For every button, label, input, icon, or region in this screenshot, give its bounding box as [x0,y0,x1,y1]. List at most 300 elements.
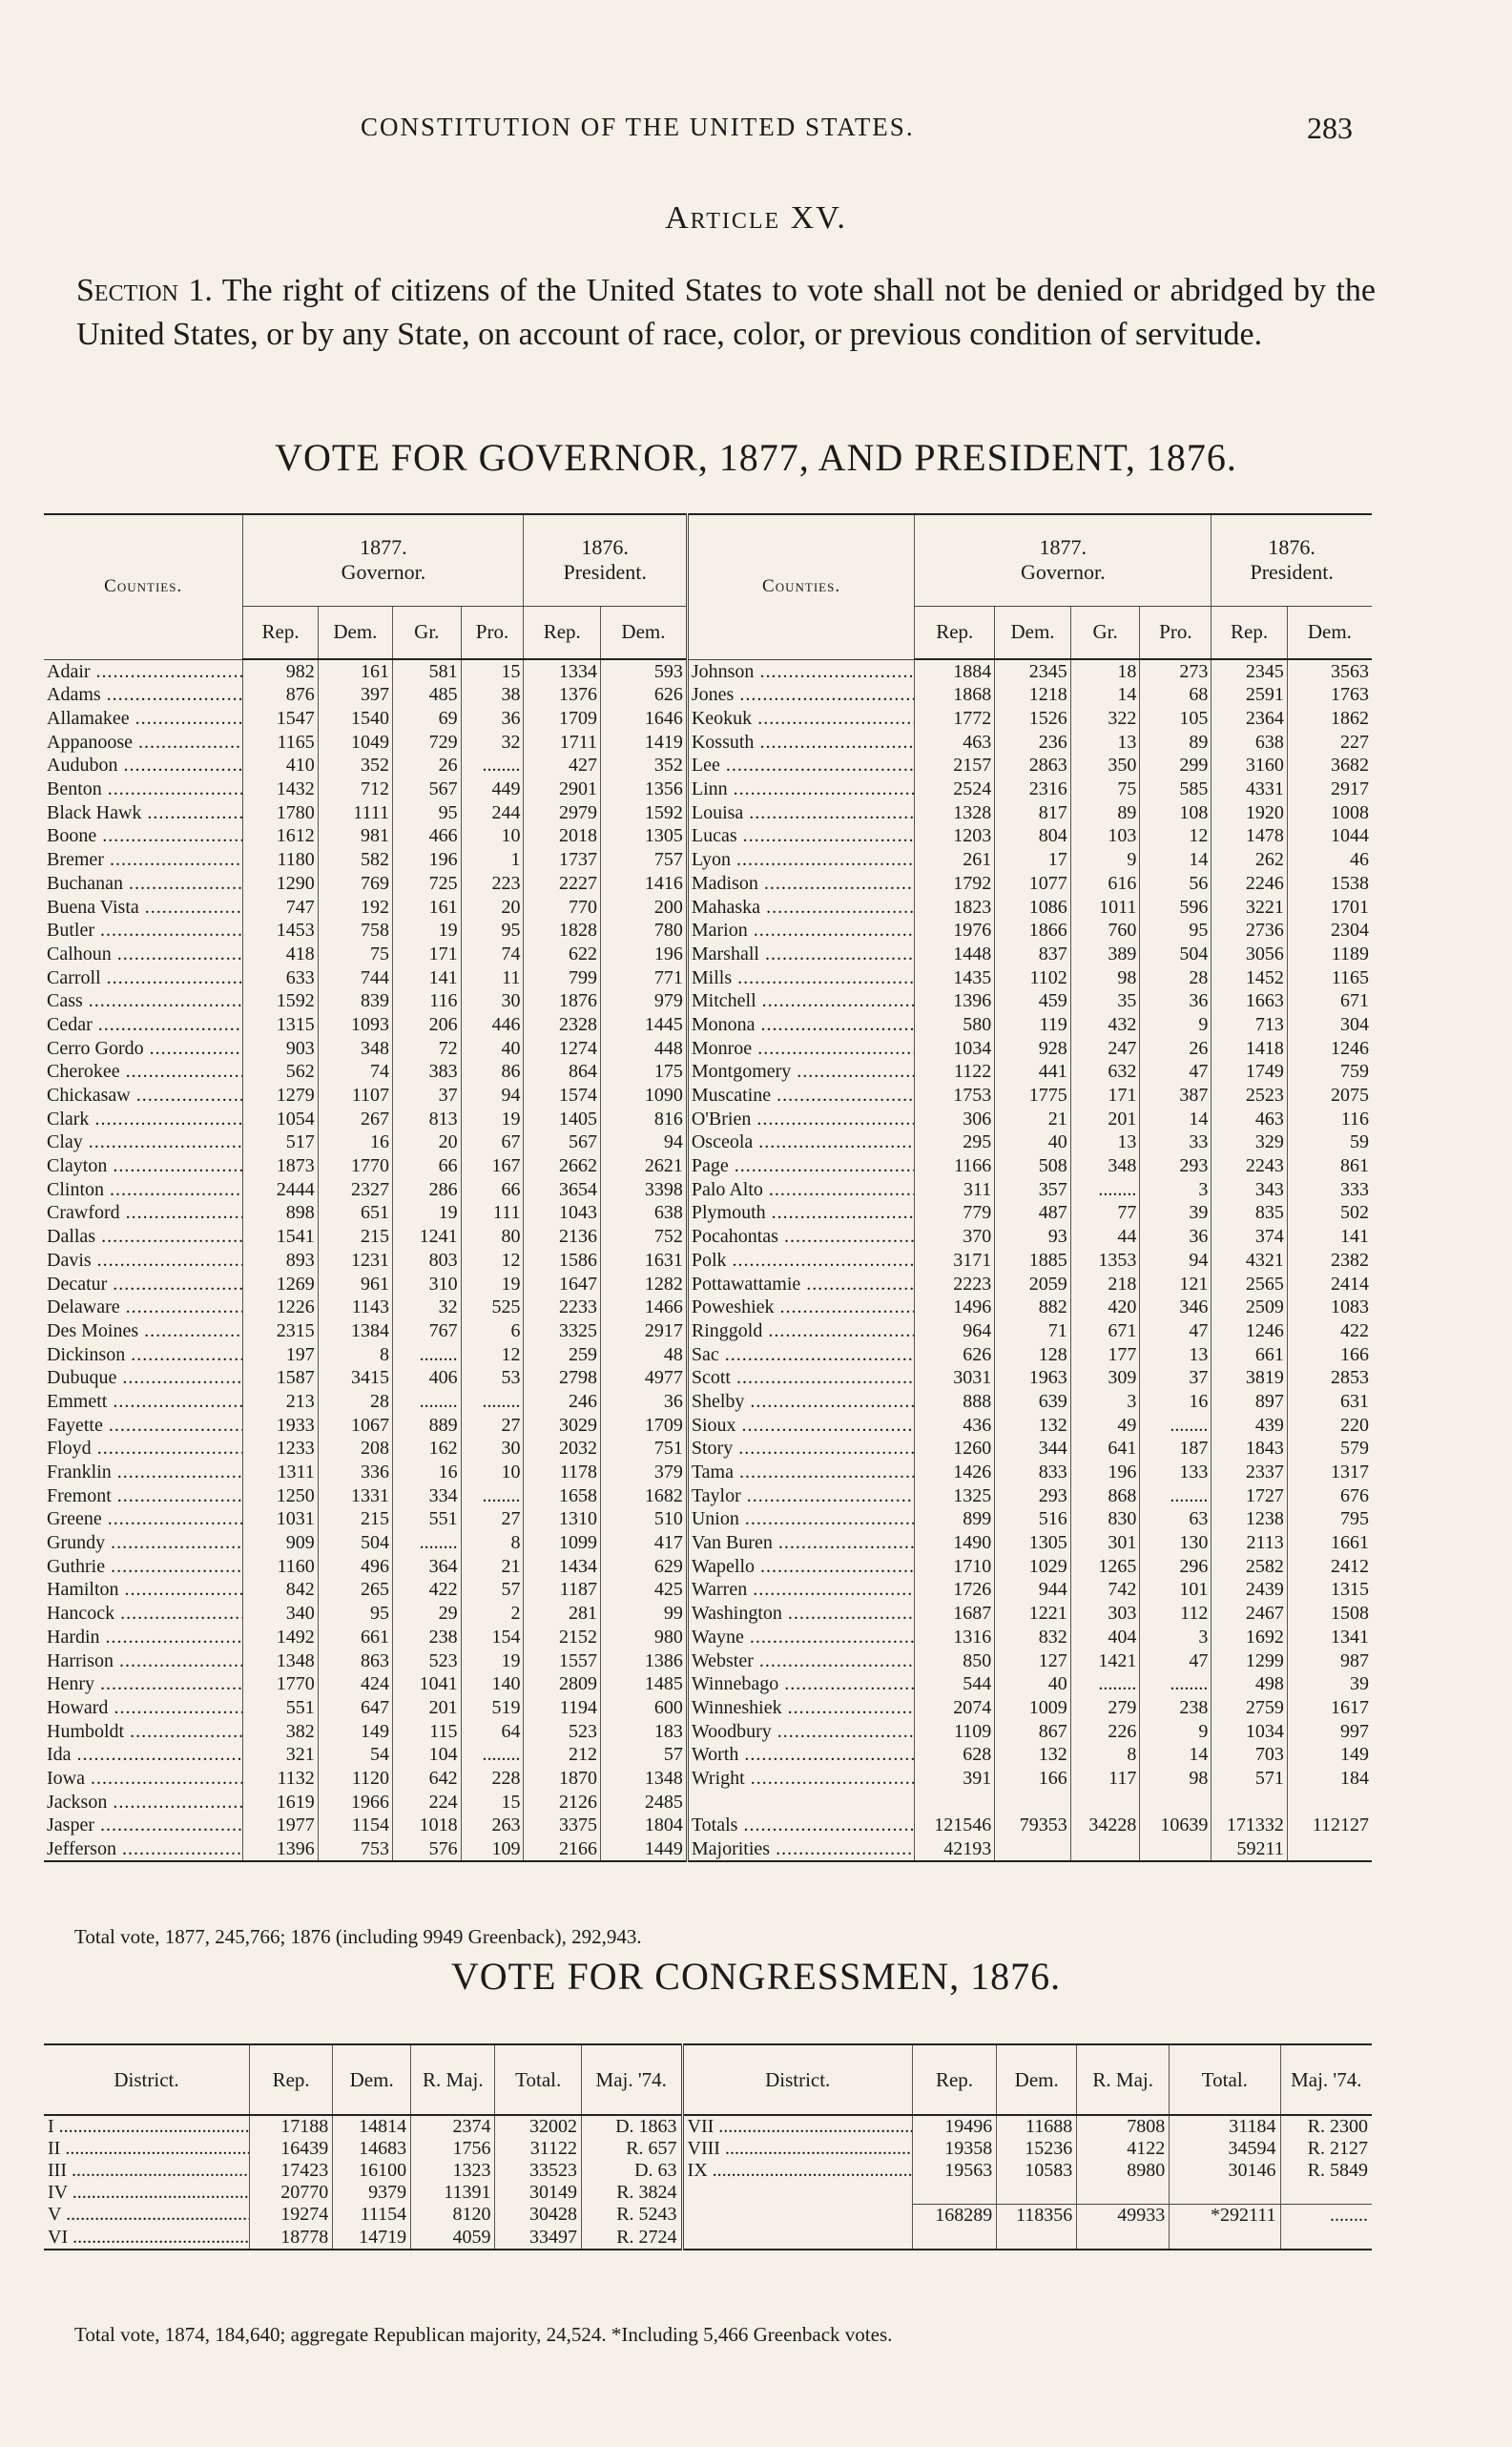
cell-value: 551 [243,1696,318,1720]
cell-value: 295 [915,1130,995,1154]
cell-value: 301 [1070,1531,1140,1555]
row-label [687,1602,914,1626]
governor-group-year-right: 1877. [1039,535,1087,560]
table-row [44,1790,1372,1814]
cell-value: 2328 [524,1013,601,1037]
cell-value: 116 [1287,1107,1372,1130]
cell-value: 343 [1212,1177,1287,1201]
cell-value: 2523 [1212,1084,1287,1108]
cell-value: 127 [995,1649,1070,1672]
cell-value: 334 [393,1483,462,1507]
cell-value: 12 [461,1342,524,1366]
table-row [44,1602,1372,1626]
cell-value: 2345 [1212,659,1287,683]
cell-value: 725 [393,872,462,896]
row-label [687,1507,914,1531]
cell-value: 111 [461,1201,524,1225]
cell-value: ........ [393,1531,462,1555]
row-label-text: Union ..... [692,1508,915,1529]
cell-value: 1884 [915,659,995,683]
cell-value: 32 [461,730,524,754]
row-label [687,1342,914,1366]
counties-header-right: Counties. [687,514,914,659]
cell-value: 1034 [915,1036,995,1060]
cell-value: 66 [393,1154,462,1178]
cell-value: 446 [461,1013,524,1037]
cell-value: 352 [601,754,688,778]
row-label [687,1531,914,1555]
cell-value: 33 [1140,1130,1212,1154]
cell-value: 112127 [1287,1814,1372,1837]
cell-value [997,2182,1077,2204]
table-row [44,683,1372,707]
cell-value: 1 [461,848,524,872]
cell-value: 30 [461,1437,524,1461]
cell-value: 391 [915,1767,995,1791]
row-label-text: Buchanan ..... [47,873,243,894]
cell-value: 1049 [318,730,392,754]
cell-value: 167 [461,1154,524,1178]
cell-value: 485 [393,683,462,707]
cell-value: ........ [461,754,524,778]
col-cong-total: Total. [495,2044,582,2115]
cell-value: 208 [318,1437,392,1461]
cell-value: 57 [601,1743,688,1767]
cell-value: 1132 [243,1767,318,1791]
row-label-text: Hardin ..... [47,1627,243,1648]
row-label [687,1626,914,1649]
cell-value: 79353 [995,1814,1070,1837]
cell-value: 622 [524,943,601,966]
cell-value: 103 [1070,824,1140,848]
row-label-text: Marion ..... [692,920,915,941]
cell-value: 628 [915,1743,995,1767]
cell-value: 1067 [318,1413,392,1437]
cell-value: 1194 [524,1696,601,1720]
governor-group-label: Governor. [341,560,426,585]
row-label [44,707,243,731]
cell-value: 224 [393,1790,462,1814]
cell-value: 161 [318,659,392,683]
row-label [44,1649,243,1672]
cell-value: 1310 [524,1507,601,1531]
row-label-text: Louisa ..... [692,802,915,823]
row-label [44,2160,249,2182]
cell-value: 1753 [915,1084,995,1108]
cell-value: 780 [601,919,688,943]
row-label [687,1154,914,1178]
cell-value: 104 [393,1743,462,1767]
cell-value: 192 [318,895,392,919]
cell-value: 115 [393,1719,462,1743]
cell-value: 888 [915,1390,995,1414]
cell-value: 1008 [1287,800,1372,824]
cell-value: 760 [1070,919,1140,943]
cell-value: 3029 [524,1413,601,1437]
cell-value: 1165 [243,730,318,754]
cell-value: 758 [318,919,392,943]
cell-value: 1166 [915,1154,995,1178]
row-label-text: Benton ..... [47,778,243,799]
row-label-text: Woodbury ..... [692,1721,915,1742]
table-row [44,1366,1372,1390]
cell-value: 525 [461,1296,524,1319]
cell-value: 39 [1140,1201,1212,1225]
president-group-header [524,514,687,606]
cell-value: D. 1863 [581,2115,682,2138]
row-label [687,1814,914,1837]
cell-value: 1756 [411,2138,495,2160]
cell-value: 259 [524,1342,601,1366]
cell-value [995,1837,1070,1861]
cell-value: 141 [393,965,462,989]
cell-value: 340 [243,1602,318,1626]
cell-value: 33497 [495,2227,582,2250]
cell-value: 30149 [495,2182,582,2204]
row-label [687,1013,914,1037]
cell-value: 223 [461,872,524,896]
president-group-year-right: 1876. [1268,535,1315,560]
cell-value [997,2227,1077,2250]
cell-value: 350 [1070,754,1140,778]
cell-value: 19 [393,919,462,943]
col-cong-dem-right: Dem. [997,2044,1077,2115]
row-label-text: Kossuth ..... [692,732,915,753]
cell-value: 1180 [243,848,318,872]
governor-total-note: Total vote, 1877, 245,766; 1876 (including 9949 Greenback), 292,943. [74,1925,642,1948]
table-row [44,730,1372,754]
table-row [44,2182,1372,2204]
row-label-text: Scott ..... [692,1367,915,1388]
congress-total-note: Total vote, 1874, 184,640; aggregate Republican majority, 24,524. *Including 5,466 Greenback votes. [74,2323,893,2346]
cell-value: 633 [243,965,318,989]
row-label [44,730,243,754]
cell-value: 1178 [524,1461,601,1484]
table-row [44,778,1372,801]
row-label [44,2138,249,2160]
cell-value: 1682 [601,1483,688,1507]
cell-value: 15 [461,659,524,683]
cell-value: 8 [1070,1743,1140,1767]
cell-value: 502 [1287,1201,1372,1225]
cell-value: 1265 [1070,1554,1140,1578]
cell-value: 2227 [524,872,601,896]
row-label [687,683,914,707]
cell-value: 19 [393,1201,462,1225]
row-label [687,965,914,989]
row-label [44,1084,243,1108]
cell-value: 13 [1140,1342,1212,1366]
cell-value: 1090 [601,1084,688,1108]
cell-value: ........ [1070,1177,1140,1201]
cell-value: 2414 [1287,1272,1372,1296]
cell-value: 729 [393,730,462,754]
cell-value: 1432 [243,778,318,801]
cell-value: 449 [461,778,524,801]
row-label-text: Sac ..... [692,1344,915,1365]
col-cong-maj74-right: Maj. '74. [1280,2044,1372,2115]
cell-value: 1646 [601,707,688,731]
table-row [44,1814,1372,1837]
cell-value: 227 [1287,730,1372,754]
section-paragraph [76,269,1376,357]
cell-value [1077,2182,1170,2204]
cell-value: 1221 [995,1602,1070,1626]
table-row [44,2160,1372,2182]
cell-value: 34228 [1070,1814,1140,1837]
cell-value: 16439 [249,2138,332,2160]
cell-value: 1160 [243,1554,318,1578]
cell-value: 2736 [1212,919,1287,943]
cell-value: 1386 [601,1649,688,1672]
cell-value: 441 [995,1060,1070,1084]
cell-value: 2059 [995,1272,1070,1296]
cell-value: 2316 [995,778,1070,801]
row-label [687,1790,914,1814]
cell-value: 593 [601,659,688,683]
row-label-text: Chickasaw ..... [47,1085,243,1106]
cell-value: 98 [1070,965,1140,989]
row-label [44,1507,243,1531]
cell-value: 299 [1140,754,1212,778]
table-row [44,848,1372,872]
cell-value: 567 [524,1130,601,1154]
table-row [44,1130,1372,1154]
col-gov-rep: Rep. [243,606,318,659]
cell-value: 3056 [1212,943,1287,966]
cell-value: 1478 [1212,824,1287,848]
cell-value: 383 [393,1060,462,1084]
cell-value: 47 [1140,1319,1212,1343]
cell-value: 29 [393,1602,462,1626]
table-row [44,919,1372,943]
cell-value: 868 [1070,1483,1140,1507]
col-gov-dem: Dem. [318,606,392,659]
cell-value: 2345 [995,659,1070,683]
cell-value: 1029 [995,1554,1070,1578]
cell-value: 1540 [318,707,392,731]
row-label [44,2115,249,2138]
row-label-text: Humboldt ..... [47,1721,243,1742]
cell-value: 504 [1140,943,1212,966]
cell-value: 364 [393,1554,462,1578]
cell-value: 2979 [524,800,601,824]
cell-value: 2364 [1212,707,1287,731]
cell-value: 19563 [912,2160,996,2182]
cell-value: 1009 [995,1696,1070,1720]
row-label-text: Hamilton ..... [47,1579,243,1600]
cell-value: 2565 [1212,1272,1287,1296]
cell-value: 582 [318,848,392,872]
cell-value: 14 [1140,1107,1212,1130]
cell-value: R. 5243 [581,2204,682,2227]
cell-value: 1122 [915,1060,995,1084]
row-label-text: Dickinson ..... [47,1344,243,1365]
cell-value: 1804 [601,1814,688,1837]
president-group-label-right: President. [1250,560,1334,585]
row-label-text: Montgomery ..... [692,1061,915,1082]
cell-value: 20 [461,895,524,919]
cell-value: 10 [461,824,524,848]
row-label-text: Wayne ..... [692,1627,915,1648]
cell-value: 1034 [1212,1719,1287,1743]
cell-value: 713 [1212,1013,1287,1037]
cell-value: 197 [243,1342,318,1366]
row-label [687,1201,914,1225]
cell-value: 1619 [243,1790,318,1814]
cell-value: 304 [1287,1013,1372,1037]
row-label-text: Totals ..... [692,1815,915,1835]
row-label [44,683,243,707]
row-label [44,1790,243,1814]
row-label-text: VI ..... [48,2227,249,2248]
row-label-text: Pocahontas ..... [692,1226,915,1247]
row-label-text: Jackson ..... [47,1792,243,1813]
cell-value: 1154 [318,1814,392,1837]
cell-value: 427 [524,754,601,778]
row-label-text: Winneshiek ..... [692,1697,915,1718]
cell-value: 1658 [524,1483,601,1507]
cell-value: 171 [1070,1084,1140,1108]
cell-value: 11391 [411,2182,495,2204]
cell-value: 1592 [243,989,318,1013]
row-label-text: Harrison ..... [47,1650,243,1671]
row-label-text: Dallas ..... [47,1226,243,1247]
cell-value: 1011 [1070,895,1140,919]
cell-value: 21 [995,1107,1070,1130]
cell-value: 510 [601,1507,688,1531]
cell-value: 293 [1140,1154,1212,1178]
cell-value: 17 [995,848,1070,872]
cell-value: 226 [1070,1719,1140,1743]
cell-value: 979 [601,989,688,1013]
cell-value: 93 [995,1225,1070,1249]
cell-value: 987 [1287,1649,1372,1672]
cell-value: 1331 [318,1483,392,1507]
row-label-text: VIII ..... [688,2138,913,2159]
cell-value: 744 [318,965,392,989]
governor-table-heading: VOTE FOR GOVERNOR, 1877, AND PRESIDENT, 1876. [275,436,1237,479]
cell-value: 759 [1287,1060,1372,1084]
col-pres-rep: Rep. [524,606,601,659]
cell-value: 463 [1212,1107,1287,1130]
cell-value: 1448 [915,943,995,966]
cell-value: 1737 [524,848,601,872]
cell-value: 161 [393,895,462,919]
cell-value: 4059 [411,2227,495,2250]
cell-value: 742 [1070,1578,1140,1602]
cell-value: 9379 [333,2182,411,2204]
row-label [687,1272,914,1296]
cell-value: ........ [1140,1413,1212,1437]
cell-value: 220 [1287,1413,1372,1437]
table-row [44,1837,1372,1861]
cell-value: 1868 [915,683,995,707]
cell-value: 671 [1070,1319,1140,1343]
cell-value: 261 [915,848,995,872]
cell-value: 863 [318,1649,392,1672]
cell-value: 1966 [318,1790,392,1814]
row-label [44,1483,243,1507]
cell-value: 752 [601,1225,688,1249]
cell-value: 3171 [915,1249,995,1273]
cell-value: 544 [915,1672,995,1696]
cell-value: 1384 [318,1319,392,1343]
cell-value: 196 [601,943,688,966]
row-label [687,778,914,801]
cell-value: 329 [1212,1130,1287,1154]
row-label [44,848,243,872]
cell-value: 1538 [1287,872,1372,896]
cell-value [1140,1837,1212,1861]
row-label [44,1107,243,1130]
table-row [44,1719,1372,1743]
col-cong-total-right: Total. [1170,2044,1280,2115]
cell-value: 813 [393,1107,462,1130]
row-label [687,730,914,754]
table-row [44,1626,1372,1649]
cell-value: D. 63 [581,2160,682,2182]
cell-value: 642 [393,1767,462,1791]
row-label-text: Calhoun ..... [47,944,243,964]
cell-value: 1311 [243,1461,318,1484]
cell-value: 639 [995,1390,1070,1414]
row-label [687,1413,914,1437]
cell-value: 2243 [1212,1154,1287,1178]
cell-value: 1031 [243,1507,318,1531]
cell-value: 899 [915,1507,995,1531]
cell-value: 95 [1140,919,1212,943]
section-body: The right of citizens of the United States to vote shall not be denied or abridged by the United States, or by any State, on account of race, color, or previous condition of servitude. [76,273,1376,352]
cell-value: 795 [1287,1507,1372,1531]
row-label-text: Lee ..... [692,755,915,776]
cell-value: 36 [461,707,524,731]
cell-value: 1485 [601,1672,688,1696]
cell-value: 27 [461,1413,524,1437]
cell-value: 112 [1140,1602,1212,1626]
cell-value: 3221 [1212,895,1287,919]
cell-value [1280,2182,1372,2204]
cell-value: 1231 [318,1249,392,1273]
cell-value: 571 [1212,1767,1287,1791]
cell-value: 16 [393,1461,462,1484]
row-label-text: Lucas ..... [692,825,915,846]
cell-value: 436 [915,1413,995,1437]
cell-value: 2798 [524,1366,601,1390]
cell-value: 1099 [524,1531,601,1555]
cell-value: 149 [318,1719,392,1743]
cell-value: 850 [915,1649,995,1672]
cell-value: 1246 [1212,1319,1287,1343]
cell-value [915,1790,995,1814]
row-label [44,1696,243,1720]
cell-value: 387 [1140,1084,1212,1108]
row-label-text: Clay ..... [47,1131,243,1152]
row-label-text: Allamakee ..... [47,708,243,729]
cell-value: 1661 [1287,1531,1372,1555]
cell-value: 580 [915,1013,995,1037]
cell-value: 171 [393,943,462,966]
cell-value: 35 [1070,989,1140,1013]
cell-value: 94 [461,1084,524,1108]
table-row [44,1342,1372,1366]
cell-value: 322 [1070,707,1140,731]
cell-value: 2327 [318,1177,392,1201]
cell-value: 118356 [997,2204,1077,2227]
cell-value: 14719 [333,2227,411,2250]
cell-value: 42193 [915,1837,995,1861]
cell-value: 26 [393,754,462,778]
